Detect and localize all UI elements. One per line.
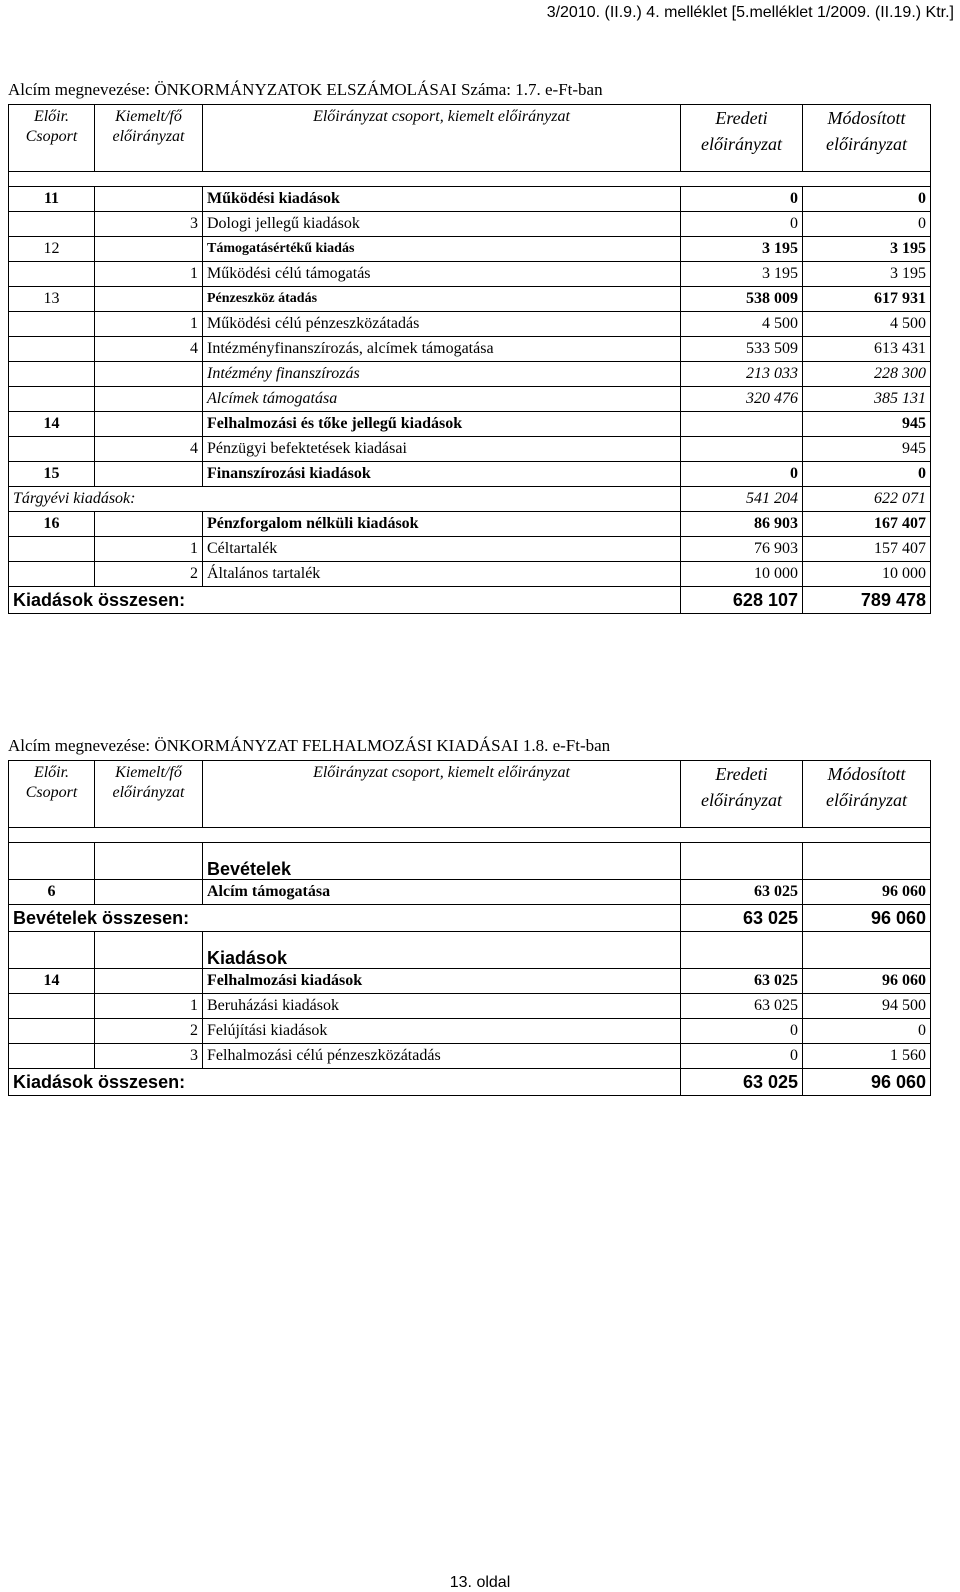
eredeti-cell: 213 033 (681, 362, 803, 387)
name-cell: Felújítási kiadások (203, 1019, 681, 1044)
eredeti-cell: 63 025 (681, 880, 803, 905)
table-row (9, 562, 931, 587)
table-row (9, 462, 931, 487)
eredeti-cell (681, 412, 803, 437)
bevetelek-heading (9, 843, 931, 880)
eredeti-cell: 0 (681, 187, 803, 212)
kiemelt-cell (95, 462, 203, 487)
kiemelt-cell (95, 187, 203, 212)
csoport-cell: 11 (9, 187, 95, 212)
table-row (9, 880, 931, 905)
csoport-cell: 6 (9, 880, 95, 905)
csoport-cell (9, 537, 95, 562)
csoport-cell: 15 (9, 462, 95, 487)
empty-cell (9, 843, 95, 880)
modositott-cell: 3 195 (803, 262, 931, 287)
modositott-cell: 385 131 (803, 387, 931, 412)
empty-cell (681, 843, 803, 880)
kiemelt-cell: 1 (95, 312, 203, 337)
eredeti-cell: 0 (681, 462, 803, 487)
column-header-row (9, 761, 931, 828)
eredeti-cell: 0 (681, 212, 803, 237)
table-row (9, 287, 931, 312)
kiemelt-cell (95, 880, 203, 905)
kiemelt-cell (95, 237, 203, 262)
col-eredeti-header: Eredeti előirányzat (681, 761, 803, 828)
csoport-cell (9, 387, 95, 412)
kiemelt-cell: 4 (95, 337, 203, 362)
bevetelek-heading-label: Bevételek (203, 843, 681, 880)
csoport-cell (9, 562, 95, 587)
kiemelt-cell (95, 387, 203, 412)
table-row (9, 437, 931, 462)
table-row (9, 537, 931, 562)
table-row (9, 212, 931, 237)
empty-cell (681, 932, 803, 969)
kiemelt-cell: 1 (95, 537, 203, 562)
name-cell: Felhalmozási kiadások (203, 969, 681, 994)
modositott-cell: 613 431 (803, 337, 931, 362)
kiemelt-cell: 1 (95, 994, 203, 1019)
empty-cell (9, 932, 95, 969)
name-cell: Pénzügyi befektetések kiadásai (203, 437, 681, 462)
name-cell: Működési kiadások (203, 187, 681, 212)
csoport-cell (9, 312, 95, 337)
table-row (9, 337, 931, 362)
section2-table (8, 760, 931, 1096)
csoport-cell (9, 337, 95, 362)
name-cell: Dologi jellegű kiadások (203, 212, 681, 237)
csoport-cell: 14 (9, 969, 95, 994)
kiemelt-cell: 4 (95, 437, 203, 462)
bevetelek-total-row-eredeti: 63 025 (681, 905, 803, 932)
csoport-cell (9, 212, 95, 237)
empty-cell (95, 932, 203, 969)
eredeti-cell: 76 903 (681, 537, 803, 562)
kiemelt-cell (95, 969, 203, 994)
col-modositott-header: Módosított előirányzat (803, 761, 931, 828)
kiemelt-cell: 2 (95, 1019, 203, 1044)
name-cell: Működési célú pénzeszközátadás (203, 312, 681, 337)
kiemelt-cell (95, 362, 203, 387)
csoport-cell: 16 (9, 512, 95, 537)
modositott-cell: 0 (803, 212, 931, 237)
table-row (9, 1019, 931, 1044)
kiadasok-total-row (9, 587, 931, 614)
name-cell: Pénzeszköz átadás (203, 287, 681, 312)
eredeti-cell: 4 500 (681, 312, 803, 337)
modositott-cell: 617 931 (803, 287, 931, 312)
kiadasok-total-row-eredeti: 628 107 (681, 587, 803, 614)
spacer-row (9, 172, 931, 187)
modositott-cell: 0 (803, 1019, 931, 1044)
table-row (9, 387, 931, 412)
col-modositott-header: Módosított előirányzat (803, 105, 931, 172)
table-row (9, 187, 931, 212)
name-cell: Támogatásértékű kiadás (203, 237, 681, 262)
name-cell: Alcím támogatása (203, 880, 681, 905)
csoport-cell (9, 437, 95, 462)
col-csoport-header: Előir. Csoport (9, 761, 95, 828)
bevetelek-total-row (9, 905, 931, 932)
modositott-cell: 945 (803, 412, 931, 437)
eredeti-cell: 3 195 (681, 262, 803, 287)
kiadasok-total-row-modositott: 789 478 (803, 587, 931, 614)
modositott-cell: 228 300 (803, 362, 931, 387)
modositott-cell: 4 500 (803, 312, 931, 337)
csoport-cell (9, 1019, 95, 1044)
col-name-header: Előirányzat csoport, kiemelt előirányzat (203, 105, 681, 172)
kiadasok-heading (9, 932, 931, 969)
kiemelt-cell: 1 (95, 262, 203, 287)
column-header-row (9, 105, 931, 172)
targyevi-row-label: Tárgyévi kiadások: (9, 487, 681, 512)
kiemelt-cell: 3 (95, 1044, 203, 1069)
name-cell: Felhalmozási célú pénzeszközátadás (203, 1044, 681, 1069)
page-number: 13. oldal (449, 1574, 511, 1591)
name-cell: Finanszírozási kiadások (203, 462, 681, 487)
eredeti-cell: 0 (681, 1044, 803, 1069)
modositott-cell: 167 407 (803, 512, 931, 537)
targyevi-row (9, 487, 931, 512)
section2-title: Alcím megnevezése: ÖNKORMÁNYZAT FELHALMOZÁSI KIADÁSAI 1.8. e-Ft-ban (8, 736, 611, 755)
kiadasok2-total-row-eredeti: 63 025 (681, 1069, 803, 1096)
name-cell: Működési célú támogatás (203, 262, 681, 287)
document-reference: 3/2010. (II.9.) 4. melléklet [5.melléklet 1/2009. (II.19.) Ktr.] (546, 4, 954, 21)
name-cell: Alcímek támogatása (203, 387, 681, 412)
kiemelt-cell: 3 (95, 212, 203, 237)
eredeti-cell: 320 476 (681, 387, 803, 412)
col-kiemelt-header: Kiemelt/fő előirányzat (95, 105, 203, 172)
name-cell: Beruházási kiadások (203, 994, 681, 1019)
modositott-cell: 157 407 (803, 537, 931, 562)
col-csoport-header: Előir. Csoport (9, 105, 95, 172)
modositott-cell: 96 060 (803, 969, 931, 994)
csoport-cell (9, 362, 95, 387)
kiemelt-cell (95, 512, 203, 537)
table-row (9, 362, 931, 387)
eredeti-cell: 3 195 (681, 237, 803, 262)
modositott-cell: 10 000 (803, 562, 931, 587)
empty-cell (803, 843, 931, 880)
targyevi-row-modositott: 622 071 (803, 487, 931, 512)
table-row (9, 1044, 931, 1069)
table-row (9, 512, 931, 537)
empty-cell (803, 932, 931, 969)
table-row (9, 312, 931, 337)
eredeti-cell (681, 437, 803, 462)
kiadasok-heading-label: Kiadások (203, 932, 681, 969)
csoport-cell: 14 (9, 412, 95, 437)
col-name-header: Előirányzat csoport, kiemelt előirányzat (203, 761, 681, 828)
csoport-cell: 12 (9, 237, 95, 262)
name-cell: Általános tartalék (203, 562, 681, 587)
table-row (9, 994, 931, 1019)
kiadasok2-total-row-modositott: 96 060 (803, 1069, 931, 1096)
name-cell: Pénzforgalom nélküli kiadások (203, 512, 681, 537)
modositott-cell: 3 195 (803, 237, 931, 262)
section1-table (8, 104, 931, 614)
table-row (9, 237, 931, 262)
eredeti-cell: 63 025 (681, 969, 803, 994)
modositott-cell: 945 (803, 437, 931, 462)
name-cell: Felhalmozási és tőke jellegű kiadások (203, 412, 681, 437)
bevetelek-total-row-label: Bevételek összesen: (9, 905, 681, 932)
spacer-row (9, 828, 931, 843)
table-row (9, 412, 931, 437)
modositott-cell: 94 500 (803, 994, 931, 1019)
kiemelt-cell (95, 412, 203, 437)
csoport-cell (9, 994, 95, 1019)
modositott-cell: 96 060 (803, 880, 931, 905)
section1-title: Alcím megnevezése: ÖNKORMÁNYZATOK ELSZÁMOLÁSAI Száma: 1.7. e-Ft-ban (8, 80, 603, 99)
col-eredeti-header: Eredeti előirányzat (681, 105, 803, 172)
kiemelt-cell: 2 (95, 562, 203, 587)
eredeti-cell: 0 (681, 1019, 803, 1044)
eredeti-cell: 86 903 (681, 512, 803, 537)
eredeti-cell: 533 509 (681, 337, 803, 362)
csoport-cell: 13 (9, 287, 95, 312)
modositott-cell: 0 (803, 187, 931, 212)
bevetelek-total-row-modositott: 96 060 (803, 905, 931, 932)
col-kiemelt-header: Kiemelt/fő előirányzat (95, 761, 203, 828)
name-cell: Intézmény finanszírozás (203, 362, 681, 387)
kiadasok2-total-row (9, 1069, 931, 1096)
table-row (9, 262, 931, 287)
empty-cell (95, 843, 203, 880)
eredeti-cell: 10 000 (681, 562, 803, 587)
modositott-cell: 0 (803, 462, 931, 487)
name-cell: Intézményfinanszírozás, alcímek támogatása (203, 337, 681, 362)
table-row (9, 969, 931, 994)
kiadasok-total-row-label: Kiadások összesen: (9, 587, 681, 614)
csoport-cell (9, 262, 95, 287)
eredeti-cell: 538 009 (681, 287, 803, 312)
name-cell: Céltartalék (203, 537, 681, 562)
modositott-cell: 1 560 (803, 1044, 931, 1069)
eredeti-cell: 63 025 (681, 994, 803, 1019)
kiadasok2-total-row-label: Kiadások összesen: (9, 1069, 681, 1096)
kiemelt-cell (95, 287, 203, 312)
targyevi-row-eredeti: 541 204 (681, 487, 803, 512)
csoport-cell (9, 1044, 95, 1069)
